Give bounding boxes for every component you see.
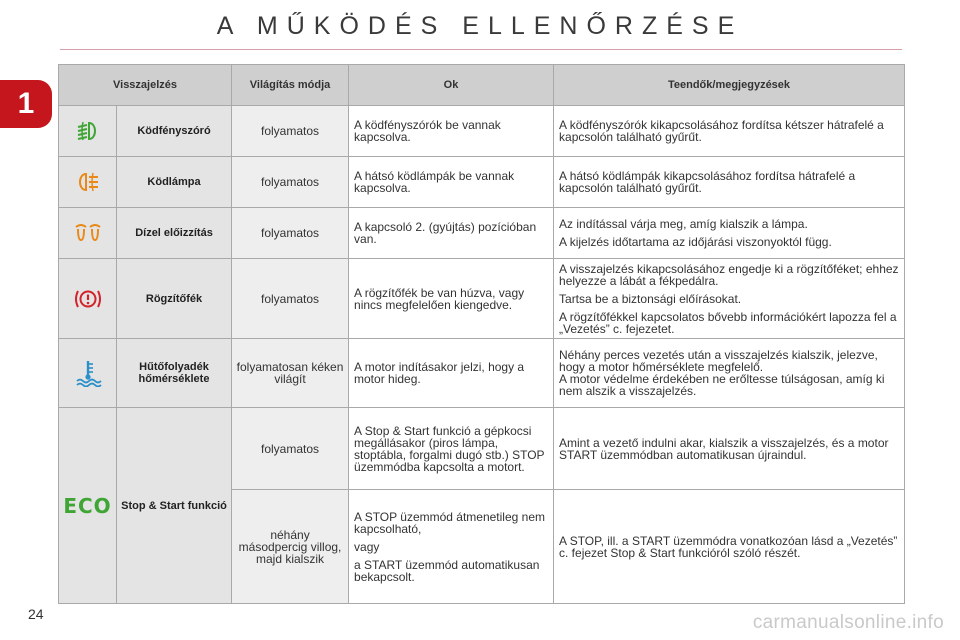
indicator-name: Dízel előizzítás: [117, 208, 232, 259]
eco-icon: ECO: [59, 408, 117, 604]
cause-text: A Stop & Start funkció a gépkocsi megállásakor (piros lámpa, stoptábla, forgalmi dugó stb.) STOP üzemmódba kapcsolta a motort.: [349, 408, 554, 490]
parking-brake-icon: [59, 259, 117, 339]
lighting-mode: folyamatos: [232, 208, 349, 259]
table-row: [59, 157, 905, 208]
header-notes: Teendők/megjegyzések: [554, 65, 905, 106]
note-text: A visszajelzés kikapcsolásához engedje ki a rögzítőféket; ehhez helyezze a lábát a fékpedálra. Tartsa be a biztonsági előírásokat. A rögzítőfékkel kapcsolatos bővebb információkért lapozza fel a „Vezetés” c. fejezetet.: [554, 259, 905, 339]
cause-text: A kapcsoló 2. (gyújtás) pozícióban van.: [349, 208, 554, 259]
glow-plug-icon: [59, 208, 117, 259]
note-text: A ködfényszórók kikapcsolásához fordítsa kétszer hátrafelé a kapcsolón található gyűrűt.: [554, 106, 905, 157]
lighting-mode: folyamatos: [232, 106, 349, 157]
cause-text: A motor indításakor jelzi, hogy a motor hideg.: [349, 339, 554, 408]
note-text: Amint a vezető indulni akar, kialszik a visszajelzés, és a motor START üzemmódban automatikusan újraindul.: [554, 408, 905, 490]
indicator-name: Stop & Start funkció: [117, 408, 232, 604]
indicator-name: Rögzítőfék: [117, 259, 232, 339]
indicator-name: Ködlámpa: [117, 157, 232, 208]
header-cause: Ok: [349, 65, 554, 106]
indicator-name: Hűtőfolyadék hőmérséklete: [117, 339, 232, 408]
coolant-temperature-icon: [59, 339, 117, 408]
note-text: A STOP, ill. a START üzemmódra vonatkozóan lásd a „Vezetés” c. fejezet Stop & Start funkcióról szóló részét.: [554, 490, 905, 604]
front-fog-lamp-icon: [59, 106, 117, 157]
title-divider: [60, 49, 902, 50]
rear-fog-lamp-icon: [59, 157, 117, 208]
cause-text: A STOP üzemmód átmenetileg nem kapcsolható, vagy a START üzemmód automatikusan bekapcsolt.: [349, 490, 554, 604]
cause-text: A hátsó ködlámpák be vannak kapcsolva.: [349, 157, 554, 208]
header-indicator: Visszajelzés: [59, 65, 232, 106]
lighting-mode: folyamatos: [232, 408, 349, 490]
note-text: Az indítással várja meg, amíg kialszik a lámpa. A kijelzés időtartama az időjárási viszonyoktól függ.: [554, 208, 905, 259]
warning-lamps-table: [58, 64, 905, 604]
table-row: [59, 208, 905, 259]
lighting-mode: néhány másodpercig villog, majd kialszik: [232, 490, 349, 604]
table-row: [59, 259, 905, 339]
table-row: [59, 408, 905, 490]
chapter-tab: [0, 80, 52, 128]
page-number: 24: [28, 606, 44, 622]
chapter-number: 1: [17, 87, 35, 120]
page-title: A MŰKÖDÉS ELLENŐRZÉSE: [216, 12, 744, 40]
note-text: A hátsó ködlámpák kikapcsolásához fordítsa hátrafelé a kapcsolón található gyűrűt.: [554, 157, 905, 208]
table-header-row: [59, 65, 905, 106]
table-row: [59, 339, 905, 408]
header-mode: Világítás módja: [232, 65, 349, 106]
watermark: carmanualsonline.info: [752, 612, 944, 633]
lighting-mode: folyamatos: [232, 259, 349, 339]
note-text: Néhány perces vezetés után a visszajelzés kialszik, jelezve, hogy a motor hőmérséklete megfelelő. A motor védelme érdekében ne erőltesse túlságosan, amíg ki nem alszik a visszajelzés.: [554, 339, 905, 408]
lighting-mode: folyamatosan kéken világít: [232, 339, 349, 408]
cause-text: A rögzítőfék be van húzva, vagy nincs megfelelően kiengedve.: [349, 259, 554, 339]
lighting-mode: folyamatos: [232, 157, 349, 208]
indicator-name: Ködfényszóró: [117, 106, 232, 157]
table-row: [59, 106, 905, 157]
cause-text: A ködfényszórók be vannak kapcsolva.: [349, 106, 554, 157]
